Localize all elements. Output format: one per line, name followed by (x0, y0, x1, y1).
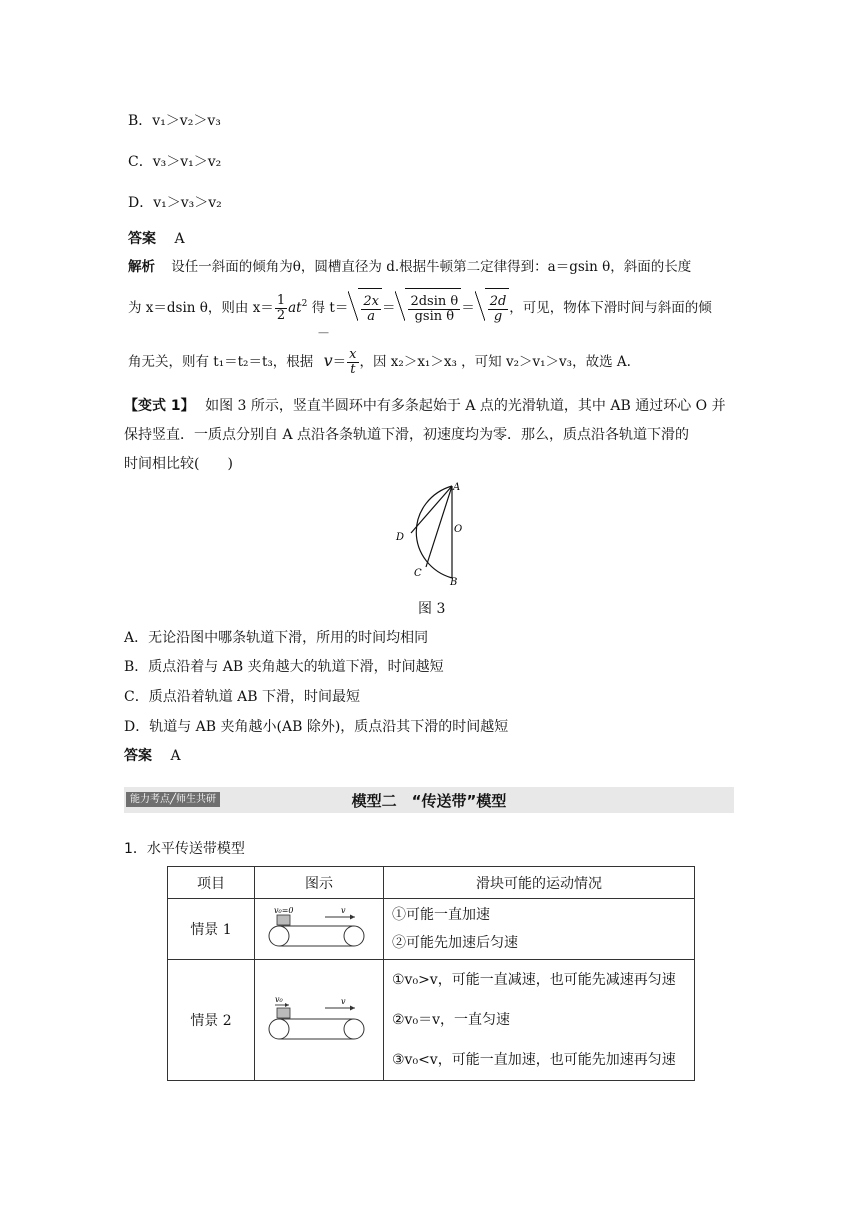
dash-mark: — (318, 326, 329, 339)
analysis-text-2d: ，可见，物体下滑时间与斜面的倾 (509, 300, 712, 316)
conveyor-icon-1 (255, 899, 383, 955)
label-a: A (453, 482, 461, 493)
label-b: B (450, 577, 458, 588)
sqrt-2 (405, 288, 461, 329)
row1-case: ①可能一直加速 (392, 907, 490, 923)
analysis-text-2a: 为 x＝dsin θ，则由 x＝ (128, 300, 274, 316)
variant-line-3: 时间相比较( ) (124, 456, 233, 472)
row2-item: 情景 2 (168, 960, 255, 1081)
f2-den: gsin θ (414, 309, 455, 324)
row2-cases (384, 960, 695, 1081)
block-2 (277, 1008, 290, 1018)
variant-text-1: 如图 3 所示，竖直半圆环中有多条起始于 A 点的光滑轨道，其中 AB 通过环心 O 并 (205, 398, 726, 414)
f3-den: g (493, 309, 503, 324)
table-row (168, 899, 695, 960)
analysis-text-3b: ，因 x₂＞x₁＞x₃ ，可知 v₂＞v₁＞v₃，故选 A. (359, 354, 631, 370)
v-label-2: v (341, 997, 346, 1006)
v0-label-2: v₀ (275, 995, 283, 1004)
f1-num: 2x (363, 294, 379, 310)
option2-b: B．质点沿着与 AB 夹角越大的轨道下滑，时间越短 (124, 659, 444, 675)
table-row (168, 960, 695, 1081)
sqrt-1 (358, 288, 382, 329)
track-ac (426, 486, 452, 567)
track-ad (411, 486, 452, 533)
section-title: 模型二 “传送带”模型 (351, 792, 507, 810)
analysis-line-3: 角无关，则有 t₁＝t₂＝t₃，根据 v＝ $\frac{x}{t}$ ，因 x₂＞x₁＞x₃ ，可知 v₂＞v₁＞v₃，故选 A. (128, 347, 631, 377)
v-label-1: v (341, 906, 346, 915)
variant-line-1 (124, 395, 726, 415)
row2-figure (255, 960, 384, 1081)
label-d: D (396, 532, 405, 543)
roller-right-2 (344, 1019, 364, 1039)
subsection-title: 1．水平传送带模型 (124, 841, 245, 857)
analysis-text-2c: 得 t＝ (311, 300, 349, 316)
analysis-sup: 2 (301, 299, 308, 309)
label-c: C (414, 568, 422, 579)
roller-left-2 (269, 1019, 289, 1039)
th-cases: 滑块可能的运动情况 (384, 867, 695, 899)
answer-label: 答案 (128, 231, 156, 247)
figure-caption: 图 3 (418, 601, 446, 617)
semicircle (416, 486, 452, 578)
roller-right-1 (344, 926, 364, 946)
answer2-line (124, 745, 181, 765)
option-b: B．v₁＞v₂＞v₃ (128, 113, 221, 129)
v-symbol: v (323, 351, 333, 370)
row2-case: ③v₀<v，可能一直加速，也可能先加速再匀速 (392, 1052, 676, 1068)
v0-label-1: v₀=0 (274, 906, 294, 915)
row2-case: ②v₀＝v，一直匀速 (392, 1012, 510, 1028)
row1-item: 情景 1 (168, 899, 255, 960)
analysis-line-2: 为 x＝dsin θ，则由 x＝ $\frac{1}{2}$ $at^2$ 得 t＝ $\frac{2x}{a}$ ＝ $\frac{\text{2dsin θ}}{\text{gsin θ}}$ ＝ $\frac{2d}{g}$ ，可见，物体下滑时间与斜面的倾 (128, 284, 712, 329)
row2-case: ①v₀>v，可能一直减速，也可能先减速再匀速 (392, 972, 676, 988)
analysis-text-3a: 角无关，则有 t₁＝t₂＝t₃，根据 (128, 354, 314, 370)
analysis-text-1: 设任一斜面的倾角为θ，圆槽直径为 d.根据牛顿第二定律得到：a＝gsin θ，斜面的长度 (171, 259, 692, 275)
f1-den: a (367, 309, 376, 324)
answer2-label: 答案 (124, 748, 152, 764)
option2-c: C．质点沿着轨道 AB 下滑，时间最短 (124, 689, 361, 705)
frac-half-den: 2 (276, 308, 286, 323)
frac-xt (347, 348, 358, 376)
analysis-label: 解析 (128, 259, 155, 275)
answer-line (128, 228, 185, 248)
conveyor-table (167, 866, 695, 1081)
table-header-row (168, 867, 695, 899)
frac-half-num: 1 (276, 293, 286, 309)
analysis-line-1 (128, 255, 691, 275)
f3-num: 2d (489, 294, 507, 310)
section-banner (124, 787, 734, 813)
conveyor-icon-2 (255, 988, 383, 1048)
label-o: O (454, 524, 463, 535)
figure-3-diagram (390, 478, 470, 588)
frac-half (275, 294, 287, 322)
option2-d: D．轨道与 AB 夹角越小(AB 除外)，质点沿其下滑的时间越短 (124, 719, 509, 735)
row1-figure (255, 899, 384, 960)
row1-case: ②可能先加速后匀速 (392, 935, 518, 951)
section-tag: 能力考点╱师生共研 (126, 792, 220, 807)
frac-xt-num: x (349, 347, 357, 363)
variant-label: 【变式 1】 (124, 398, 195, 414)
option-c: C．v₃＞v₁＞v₂ (128, 154, 222, 170)
variant-line-2: 保持竖直．一质点分别自 A 点沿各条轨道下滑，初速度均为零．那么，质点沿各轨道下滑的 (124, 427, 690, 443)
frac-xt-den: t (350, 362, 356, 377)
block-1 (277, 915, 290, 925)
answer-value: A (174, 231, 185, 247)
th-item: 项目 (168, 867, 255, 899)
sqrt-3 (485, 288, 510, 329)
roller-left-1 (269, 926, 289, 946)
analysis-text-2b: at (288, 300, 302, 316)
option2-a: A．无论沿图中哪条轨道下滑，所用的时间均相同 (124, 630, 429, 646)
f2-num: 2dsin θ (410, 294, 459, 310)
th-figure: 图示 (255, 867, 384, 899)
option-d: D．v₁＞v₃＞v₂ (128, 195, 222, 211)
answer2-value: A (170, 748, 181, 764)
row1-cases (384, 899, 695, 960)
